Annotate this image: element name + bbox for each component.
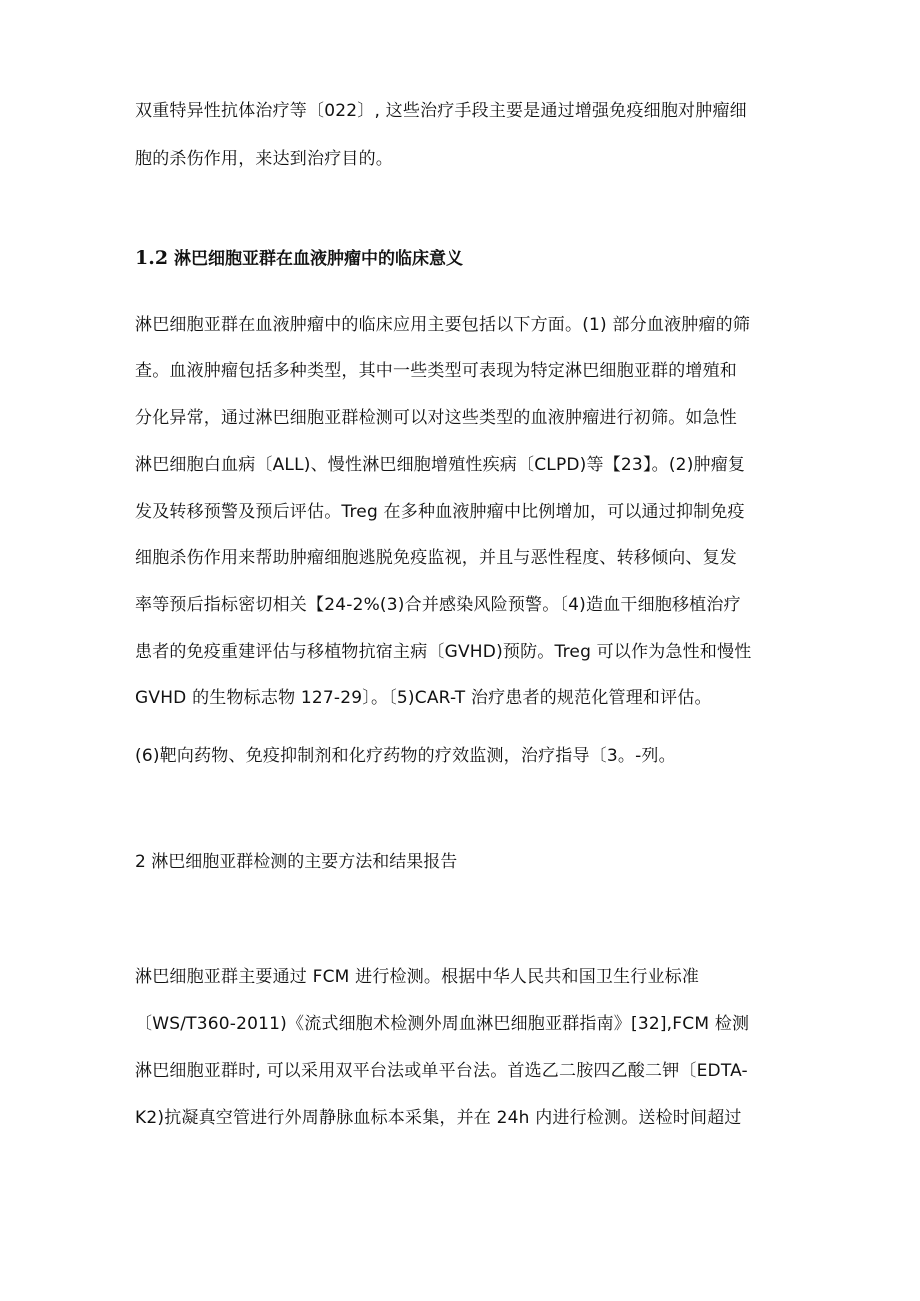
section-title: 淋巴细胞亚群在血液肿瘤中的临床意义 <box>173 249 463 269</box>
text-line: 淋巴细胞亚群时, 可以采用双平台法或单平台法。首选乙二胺四乙酸二钾〔EDTA- <box>135 1061 748 1081</box>
text-line: 查。血液肿瘤包括多种类型，其中一些类型可表现为特定淋巴细胞亚群的增殖和 <box>135 361 737 381</box>
section-title: 2 淋巴细胞亚群检测的主要方法和结果报告 <box>135 852 458 872</box>
text-line: 发及转移预警及预后评估。Treg 在多种血液肿瘤中比例增加，可以通过抑制免疫 <box>135 502 745 522</box>
text-line: GVHD 的生物标志物 127-29〕。〔5)CAR-T 治疗患者的规范化管理和评估。 <box>135 688 712 708</box>
text-line: 患者的免疫重建评估与移植物抗宿主病〔GVHD)预防。Treg 可以作为急性和慢性 <box>135 642 752 662</box>
text-line: 淋巴细胞亚群在血液肿瘤中的临床应用主要包括以下方面。(1) 部分血液肿瘤的筛 <box>135 315 751 335</box>
text-line: 胞的杀伤作用，来达到治疗目的。 <box>135 149 393 169</box>
text-line: 淋巴细胞白血病〔ALL)、慢性淋巴细胞增殖性疾病〔CLPD)等【23】。(2)肿瘤复 <box>135 455 746 475</box>
text-line: 细胞杀伤作用来帮助肿瘤细胞逃脱免疫监视，并且与恶性程度、转移倾向、复发 <box>135 548 737 568</box>
section-heading-2 <box>135 850 795 874</box>
text-line: K2)抗凝真空管进行外周静脉血标本采集，并在 24h 内进行检测。送检时间超过 <box>135 1108 742 1128</box>
text-line: 淋巴细胞亚群主要通过 FCM 进行检测。根据中华人民共和国卫生行业标准 <box>135 967 700 987</box>
section-heading-1-2 <box>135 246 795 271</box>
text-line: 双重特异性抗体治疗等〔022〕, 这些治疗手段主要是通过增强免疫细胞对肿瘤细 <box>135 101 747 121</box>
text-line: 〔WS/T360-2011)《流式细胞术检测外周血淋巴细胞亚群指南》[32],FCM 检测 <box>135 1014 750 1034</box>
text-line: 率等预后指标密切相关【24-2%(3)合并感染风险预警。〔4)造血干细胞移植治疗 <box>135 595 741 615</box>
text-line: (6)靶向药物、免疫抑制剂和化疗药物的疗效监测，治疗指导〔3。-列。 <box>135 746 676 766</box>
text-line: 分化异常，通过淋巴细胞亚群检测可以对这些类型的血液肿瘤进行初筛。如急性 <box>135 408 737 428</box>
section-number: 1.2 <box>135 247 169 269</box>
